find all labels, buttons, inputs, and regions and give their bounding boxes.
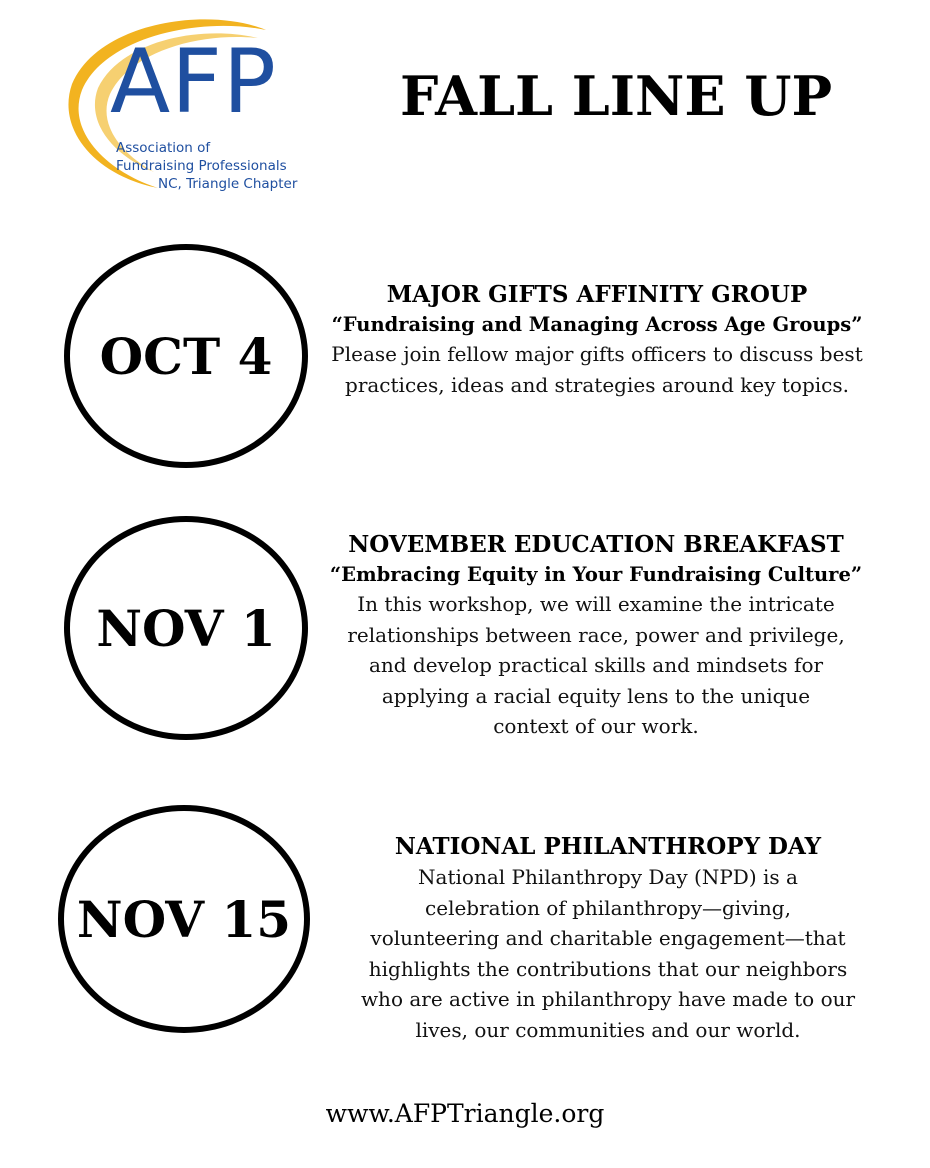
page-title: FALL LINE UP [400, 64, 833, 128]
event-description-line: context of our work. [493, 714, 699, 738]
event-date-circle: NOV 15 [58, 805, 310, 1033]
event-description-line: highlights the contributions that our neighbors [368, 956, 848, 981]
event-description-line: practices, ideas and strategies around key topics. [345, 372, 849, 397]
event-description-line: Please join fellow major gifts officers to discuss best [331, 342, 863, 366]
logo-tagline-1: Association of [116, 140, 211, 156]
event-description-line: lives, our communities and our world. [415, 1017, 801, 1042]
logo-acronym: AFP [110, 30, 277, 133]
website-link[interactable]: www.AFPTriangle.org [325, 1099, 605, 1128]
event-subtitle: “Fundraising and Managing Across Age Groups” [331, 313, 863, 336]
event-heading: MAJOR GIFTS AFFINITY GROUP [386, 281, 808, 308]
event-details [322, 832, 894, 1045]
event-date-circle: OCT 4 [64, 244, 308, 468]
event-description [330, 339, 864, 400]
event-date-circle: NOV 1 [64, 516, 308, 740]
event-description-line: and develop practical skills and mindsets for [368, 653, 824, 677]
event-heading: NATIONAL PHILANTHROPY DAY [394, 833, 822, 860]
event-details [316, 530, 876, 742]
event-description-line: applying a racial equity lens to the unique [381, 683, 811, 708]
event-description-line: who are active in philanthropy have made to our [360, 987, 856, 1011]
event-heading: NOVEMBER EDUCATION BREAKFAST [348, 531, 844, 558]
logo-tagline-3: NC, Triangle Chapter [158, 176, 298, 192]
event-description-line: volunteering and charitable engagement—that [370, 926, 846, 950]
event-description-line: relationships between race, power and privilege, [347, 622, 845, 647]
event-oct-4 [0, 240, 930, 470]
logo-tagline-2: Fundraising Professionals [116, 158, 287, 174]
event-description-line: In this workshop, we will examine the intricate [357, 592, 835, 616]
event-description-line: celebration of philanthropy—giving, [425, 895, 791, 920]
event-nov-15 [0, 805, 930, 1045]
event-description [316, 589, 876, 742]
event-subtitle: “Embracing Equity in Your Fundraising Culture” [329, 563, 863, 586]
event-nov-1 [0, 512, 930, 752]
event-details [330, 280, 864, 400]
afp-logo [58, 12, 328, 197]
event-description-line: National Philanthropy Day (NPD) is a [418, 865, 798, 889]
event-description [322, 862, 894, 1045]
